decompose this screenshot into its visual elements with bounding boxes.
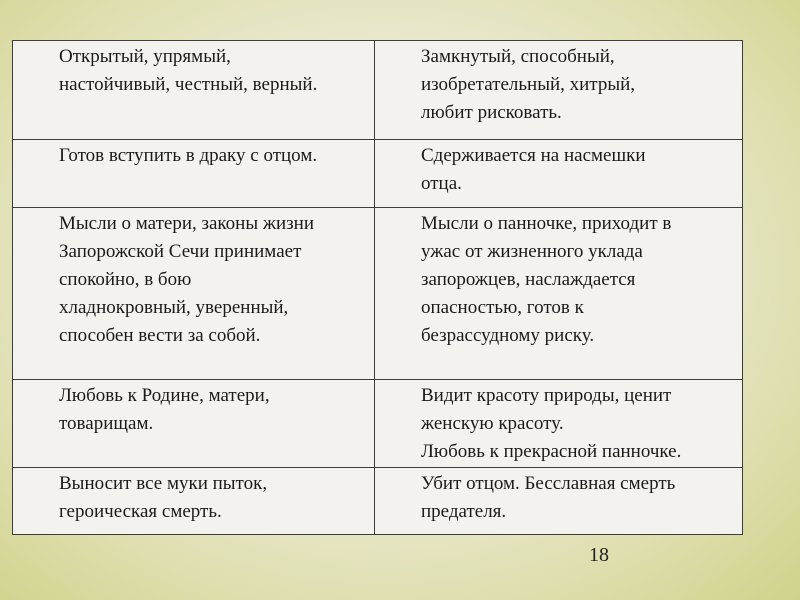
cell-text: Замкнутый, способный, изобретательный, хитрый, любит рисковать. <box>421 46 636 123</box>
cell-text: Мысли о панночке, приходит в ужас от жизненного уклада запорожцев, наслаждается опасностью, готов к безрассудному риску. <box>421 213 672 346</box>
table-cell-left <box>13 208 375 380</box>
table-cell-right <box>375 41 743 140</box>
cell-text: Видит красоту природы, ценит женскую красоту. Любовь к прекрасной панночке. <box>421 385 682 462</box>
table-row <box>13 140 743 208</box>
table-cell-right <box>375 380 743 468</box>
table-row <box>13 41 743 140</box>
cell-text: Мысли о матери, законы жизни Запорожской Сечи принимает спокойно, в бою хладнокровный, уверенный, способен вести за собой. <box>59 213 315 346</box>
cell-text: Открытый, упрямый, настойчивый, честный, верный. <box>59 46 318 95</box>
table-cell-left <box>13 41 375 140</box>
table-row <box>13 380 743 468</box>
cell-text: Выносит все муки пыток, героическая смерть. <box>59 473 268 522</box>
table-row <box>13 468 743 535</box>
comparison-table <box>12 40 743 535</box>
cell-text: Сдерживается на насмешки отца. <box>421 145 646 194</box>
table-cell-right <box>375 140 743 208</box>
table-cell-right <box>375 468 743 535</box>
table-cell-right <box>375 208 743 380</box>
cell-text: Готов вступить в драку с отцом. <box>59 145 318 166</box>
cell-text: Любовь к Родине, матери, товарищам. <box>59 385 270 434</box>
table-cell-left <box>13 468 375 535</box>
page-number: 18 <box>589 544 609 566</box>
table-row <box>13 208 743 380</box>
table-cell-left <box>13 140 375 208</box>
table-cell-left <box>13 380 375 468</box>
cell-text: Убит отцом. Бесславная смерть предателя. <box>421 473 676 522</box>
